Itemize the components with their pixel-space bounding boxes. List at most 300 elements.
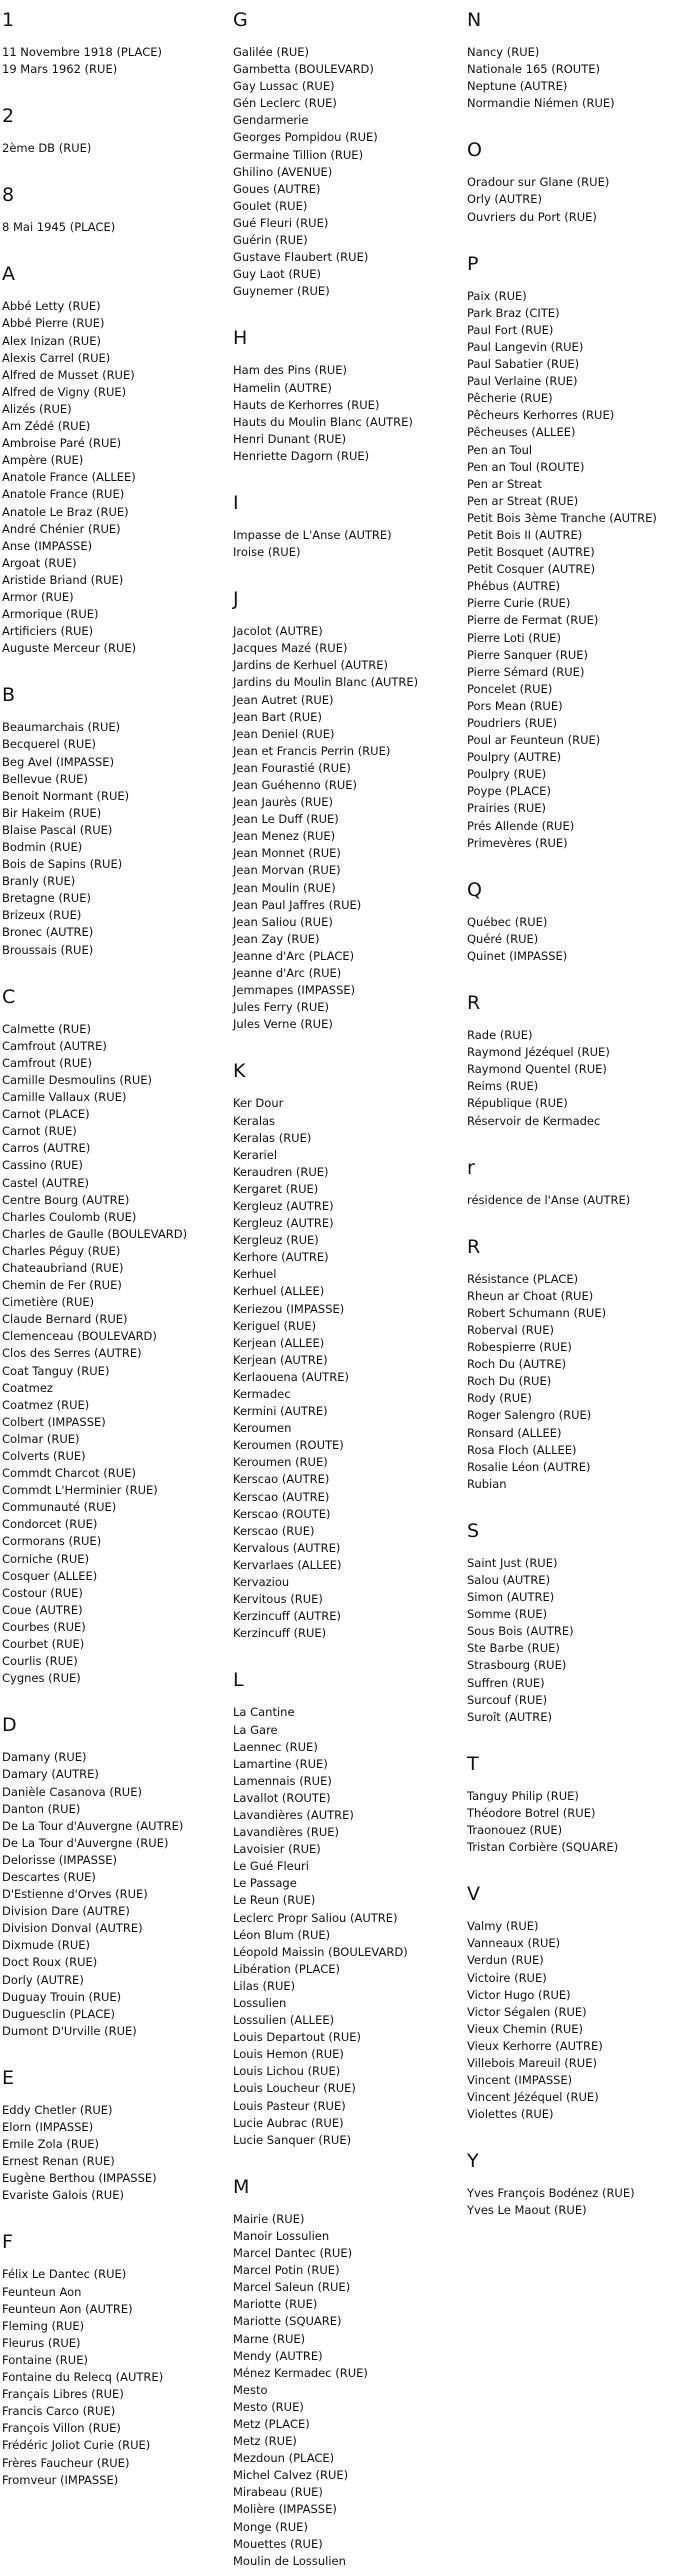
street-name-item: Roch Du (RUE): [467, 1374, 552, 1389]
street-name-item: Jean Morvan (RUE): [233, 863, 341, 878]
street-name-item: Anatole France (RUE): [2, 487, 125, 502]
street-name-item: Saint Just (RUE): [467, 1555, 558, 1570]
street-name-item: Keralas (RUE): [233, 1130, 312, 1145]
street-name-item: Pen ar Streat (RUE): [467, 493, 579, 508]
street-name-item: Prairies (RUE): [467, 801, 546, 816]
street-name-item: Charles Péguy (RUE): [2, 1243, 121, 1258]
street-name-item: Lavandières (AUTRE): [233, 1807, 354, 1822]
street-name-item: Kerhuel: [233, 1267, 277, 1282]
street-name-item: Alizés (RUE): [2, 401, 72, 416]
street-name-item: Gendarmerie: [233, 113, 309, 128]
street-name-item: Jean Zay (RUE): [233, 931, 320, 946]
section-j: [233, 587, 418, 1033]
street-name-item: Kergleuz (AUTRE): [233, 1198, 334, 1213]
street-name-item: Lavandières (RUE): [233, 1825, 340, 1840]
street-name-item: Chemin de Fer (RUE): [2, 1278, 122, 1293]
street-name-item: Leclerc Propr Saliou (AUTRE): [233, 1910, 398, 1925]
street-name-item: Jean Fourastié (RUE): [233, 760, 351, 775]
street-name-item: Suffren (RUE): [467, 1675, 545, 1690]
street-name-item: Robert Schumann (RUE): [467, 1305, 607, 1320]
street-name-item: Clemenceau (BOULEVARD): [2, 1329, 157, 1344]
street-name-item: Paul Sabatier (RUE): [467, 357, 580, 372]
street-name-item: Français Libres (RUE): [2, 2387, 124, 2402]
street-name-item: Centre Bourg (AUTRE): [2, 1192, 130, 1207]
street-name-item: Am Zédé (RUE): [2, 419, 91, 434]
street-name-item: Emile Zola (RUE): [2, 2137, 100, 2152]
street-name-item: Keralas: [233, 1113, 276, 1128]
street-name-item: Pierre Curie (RUE): [467, 596, 571, 611]
street-name-item: Delorisse (IMPASSE): [2, 1852, 118, 1867]
section-letter-heading: 8: [2, 184, 15, 207]
street-name-item: Commdt Charcot (RUE): [2, 1466, 136, 1481]
street-name-item: Commdt L'Herminier (RUE): [2, 1483, 158, 1498]
street-name-item: Lamennais (RUE): [233, 1773, 332, 1788]
index-column-1: [2, 8, 187, 2489]
street-name-item: Bodmin (RUE): [2, 840, 83, 854]
street-name-item: François Villon (RUE): [2, 2421, 121, 2436]
street-name-item: Rosalie Léon (AUTRE): [467, 1459, 591, 1474]
street-name-item: Keroumen (RUE): [233, 1455, 328, 1470]
street-name-item: Guy Laot (RUE): [233, 267, 321, 282]
street-name-item: Verdun (RUE): [467, 1953, 544, 1968]
street-name-item: Armor (RUE): [2, 589, 74, 604]
street-name-item: Dixmude (RUE): [2, 1938, 91, 1953]
street-name-item: Yves Le Maout (RUE): [467, 2203, 587, 2218]
section-letter-heading: L: [233, 1669, 244, 1692]
street-name-item: Louis Lichou (RUE): [233, 2064, 341, 2079]
section-s: [467, 1519, 657, 1726]
street-name-item: Clos des Serres (AUTRE): [2, 1346, 142, 1361]
street-name-item: Kerscao (AUTRE): [233, 1489, 330, 1504]
street-name-item: Résistance (PLACE): [467, 1271, 579, 1286]
section-a: [2, 262, 187, 657]
street-name-item: Danton (RUE): [2, 1801, 81, 1816]
street-name-item: Camfrout (AUTRE): [2, 1038, 107, 1053]
street-name-item: Vincent (IMPASSE): [467, 2073, 573, 2088]
street-name-item: 11 Novembre 1918 (PLACE): [2, 45, 162, 59]
street-name-item: Cormorans (RUE): [2, 1534, 102, 1549]
street-name-item: D'Estienne d'Orves (RUE): [2, 1887, 148, 1902]
street-name-item: Jacolot (AUTRE): [233, 624, 323, 639]
section-c: [2, 985, 187, 1688]
street-name-item: Communauté (RUE): [2, 1500, 117, 1515]
street-name-item: Villebois Mareuil (RUE): [467, 2055, 597, 2070]
street-name-item: Jardins de Kerhuel (AUTRE): [233, 658, 389, 673]
street-name-item: Brizeux (RUE): [2, 908, 82, 923]
street-name-item: Gustave Flaubert (RUE): [233, 250, 369, 265]
street-name-item: Tristan Corbière (SQUARE): [467, 1840, 619, 1855]
street-name-item: Artificiers (RUE): [2, 624, 94, 639]
street-name-item: Courbet (RUE): [2, 1637, 85, 1652]
street-name-item: Lossulien: [233, 1996, 287, 2010]
street-name-item: Pierre Sémard (RUE): [467, 664, 585, 679]
street-name-item: Paul Fort (RUE): [467, 322, 554, 337]
street-name-item: Rheun ar Choat (RUE): [467, 1288, 594, 1303]
street-list: [2, 2102, 187, 2205]
street-list: [233, 362, 418, 465]
street-name-item: Kerzincuff (AUTRE): [233, 1609, 342, 1624]
street-name-item: Vanneaux (RUE): [467, 1936, 561, 1951]
street-name-item: Evariste Galois (RUE): [2, 2188, 124, 2203]
street-name-item: Oradour sur Glane (RUE): [467, 175, 610, 190]
street-name-item: Keroumen (ROUTE): [233, 1438, 344, 1453]
street-name-item: Alfred de Vigny (RUE): [2, 384, 127, 399]
street-name-item: Argoat (RUE): [2, 555, 77, 570]
section-letter-heading: K: [233, 1060, 246, 1083]
street-name-item: Victor Hugo (RUE): [467, 1987, 571, 2002]
street-name-item: Anatole Le Braz (RUE): [2, 504, 129, 519]
street-name-item: Quinet (IMPASSE): [467, 948, 568, 963]
street-name-item: Benoit Normant (RUE): [2, 788, 130, 803]
street-name-item: Kerjean (AUTRE): [233, 1352, 328, 1367]
section-8: [2, 183, 187, 236]
street-name-item: Traonouez (RUE): [467, 1823, 563, 1838]
street-name-item: Mesto (RUE): [233, 2399, 304, 2414]
street-name-item: Pierre Sanquer (RUE): [467, 647, 589, 662]
street-name-item: Moulin de Lossulien: [233, 2553, 346, 2568]
street-name-item: Paix (RUE): [467, 288, 527, 303]
street-name-item: Jules Verne (RUE): [233, 1017, 333, 1032]
street-name-item: Nancy (RUE): [467, 45, 540, 59]
street-list: [2, 140, 187, 157]
street-name-item: Simon (AUTRE): [467, 1590, 555, 1605]
street-name-item: Bois de Sapins (RUE): [2, 857, 123, 872]
street-name-item: Frédéric Joliot Curie (RUE): [2, 2438, 151, 2453]
street-list: [233, 1704, 418, 2148]
street-name-item: Jean Bart (RUE): [233, 709, 322, 724]
street-name-item: Cosquer (ALLEE): [2, 1568, 98, 1583]
street-name-item: Henriette Dagorn (RUE): [233, 448, 370, 463]
street-name-item: Poype (PLACE): [467, 784, 551, 799]
street-name-item: Ouvriers du Port (RUE): [467, 209, 597, 224]
section-letter-heading: S: [467, 1519, 480, 1542]
street-list: [467, 1918, 657, 2123]
street-list: [2, 719, 187, 958]
street-name-item: Feunteun Aon: [2, 2284, 82, 2299]
street-name-item: Charles Coulomb (RUE): [2, 1209, 137, 1224]
section-letter-heading: G: [233, 9, 248, 31]
street-name-item: Mariotte (SQUARE): [233, 2314, 342, 2329]
street-name-item: Ampère (RUE): [2, 453, 84, 468]
street-name-item: Sous Bois (AUTRE): [467, 1624, 574, 1639]
street-name-item: Kerjean (ALLEE): [233, 1335, 325, 1350]
street-name-item: Kerscao (RUE): [233, 1523, 315, 1538]
street-name-item: Camille Desmoulins (RUE): [2, 1072, 153, 1087]
street-name-item: résidence de l'Anse (AUTRE): [467, 1192, 631, 1207]
street-name-item: Coat Tanguy (RUE): [2, 1363, 110, 1378]
street-name-item: Hamelin (AUTRE): [233, 380, 332, 395]
street-name-item: Léon Blum (RUE): [233, 1927, 331, 1942]
section-letter-heading: Y: [467, 2150, 479, 2173]
street-name-item: Pierre Loti (RUE): [467, 630, 561, 645]
street-name-item: Kervaziou: [233, 1575, 290, 1590]
street-name-item: Vieux Chemin (RUE): [467, 2021, 584, 2036]
street-name-item: Pêcherie (RUE): [467, 391, 553, 406]
street-name-item: Alexis Carrel (RUE): [2, 350, 111, 365]
street-name-item: Goulet (RUE): [233, 198, 308, 213]
street-name-item: Pêcheurs Kerhorres (RUE): [467, 408, 615, 423]
street-name-item: Jean Deniel (RUE): [233, 726, 335, 741]
street-name-item: Guérin (RUE): [233, 233, 308, 248]
street-name-item: Reims (RUE): [467, 1079, 539, 1094]
street-name-item: Michel Calvez (RUE): [233, 2468, 349, 2483]
street-name-item: Paul Langevin (RUE): [467, 339, 584, 354]
street-name-item: Rosa Floch (ALLEE): [467, 1442, 577, 1457]
street-name-item: Germaine Tillion (RUE): [233, 147, 364, 162]
street-name-item: Cygnes (RUE): [2, 1671, 81, 1686]
index-column-3: [467, 8, 657, 2220]
street-name-item: Ker Dour: [233, 1096, 284, 1111]
street-name-item: Colverts (RUE): [2, 1449, 86, 1463]
street-name-item: Québec (RUE): [467, 914, 548, 929]
street-name-item: Marcel Dantec (RUE): [233, 2246, 353, 2261]
street-list: [233, 1095, 418, 1642]
street-name-item: Neptune (AUTRE): [467, 79, 568, 94]
street-name-item: Kergleuz (AUTRE): [233, 1216, 334, 1231]
street-name-item: Orly (AUTRE): [467, 192, 542, 207]
street-name-item: Tanguy Philip (RUE): [467, 1788, 579, 1803]
section-letter-heading: 2: [2, 105, 15, 128]
section-letter-heading: I: [233, 491, 239, 514]
street-name-item: Abbé Letty (RUE): [2, 299, 101, 314]
street-name-item: Iroise (RUE): [233, 545, 301, 560]
street-name-item: Jean Guéhenno (RUE): [233, 778, 358, 792]
street-name-item: Keriguel (RUE): [233, 1318, 317, 1333]
street-name-item: Pen an Toul (ROUTE): [467, 459, 585, 474]
street-name-item: Phébus (AUTRE): [467, 579, 561, 594]
street-name-item: Molière (IMPASSE): [233, 2502, 337, 2517]
street-name-item: Quéré (RUE): [467, 931, 539, 946]
street-name-item: Keroumen: [233, 1421, 292, 1436]
street-name-item: Condorcet (RUE): [2, 1517, 98, 1532]
street-name-item: Damary (AUTRE): [2, 1767, 99, 1782]
street-name-item: Beg Avel (IMPASSE): [2, 754, 115, 769]
street-name-item: Kervalous (AUTRE): [233, 1540, 341, 1555]
section-k: [233, 1059, 418, 1642]
street-name-item: Kergleuz (RUE): [233, 1233, 319, 1248]
street-name-item: Danièle Casanova (RUE): [2, 1784, 142, 1799]
street-name-item: De La Tour d'Auvergne (AUTRE): [2, 1818, 184, 1833]
street-name-item: Jean Autret (RUE): [233, 692, 334, 707]
street-name-item: Aristide Briand (RUE): [2, 572, 124, 587]
street-name-item: Fontaine (RUE): [2, 2352, 88, 2367]
street-name-item: Suroît (AUTRE): [467, 1709, 552, 1724]
street-list: [233, 2211, 418, 2570]
street-name-item: Coatmez: [2, 1380, 53, 1395]
street-name-item: Alfred de Musset (RUE): [2, 367, 135, 382]
street-name-item: Alex Inizan (RUE): [2, 333, 101, 348]
section-g: [233, 8, 418, 300]
street-name-item: Poulpry (AUTRE): [467, 750, 562, 765]
section-letter-heading: V: [467, 1883, 480, 1906]
section-letter-heading: N: [467, 9, 482, 31]
section-2: [2, 104, 187, 157]
street-name-item: Pen ar Streat: [467, 476, 542, 491]
street-name-item: Marcel Potin (RUE): [233, 2263, 340, 2278]
street-name-item: Normandie Niémen (RUE): [467, 96, 615, 111]
street-name-item: Ronsard (ALLEE): [467, 1425, 562, 1440]
street-name-item: Roberval (RUE): [467, 1322, 554, 1337]
street-name-item: Le Gué Fleuri: [233, 1859, 309, 1874]
street-name-item: Ghilino (AVENUE): [233, 164, 333, 179]
street-name-item: Pen an Toul: [467, 442, 533, 457]
street-name-item: Castel (AUTRE): [2, 1175, 90, 1190]
street-name-item: Roger Salengro (RUE): [467, 1408, 592, 1423]
street-name-item: Branly (RUE): [2, 874, 76, 889]
street-name-item: Kervitous (RUE): [233, 1592, 323, 1607]
street-name-item: Libération (PLACE): [233, 1961, 340, 1976]
street-name-item: Goues (AUTRE): [233, 181, 321, 196]
street-name-item: Gambetta (BOULEVARD): [233, 62, 374, 77]
section-letter-heading: 1: [2, 9, 15, 31]
street-name-item: Bellevue (RUE): [2, 771, 88, 786]
street-name-item: Bronec (AUTRE): [2, 925, 94, 940]
street-name-item: Félix Le Dantec (RUE): [2, 2267, 127, 2282]
street-name-item: La Cantine: [233, 1705, 295, 1720]
street-name-item: De La Tour d'Auvergne (RUE): [2, 1835, 169, 1850]
street-name-item: Louis Hemon (RUE): [233, 2047, 344, 2062]
section-i: [233, 491, 418, 561]
section-letter-heading: r: [467, 1156, 475, 1179]
section-letter-heading: O: [467, 139, 482, 162]
street-name-item: Louis Pasteur (RUE): [233, 2098, 346, 2113]
street-name-item: Keriezou (IMPASSE): [233, 1301, 345, 1316]
street-name-item: La Gare: [233, 1722, 278, 1737]
street-name-item: Théodore Botrel (RUE): [467, 1805, 596, 1820]
street-name-item: 19 Mars 1962 (RUE): [2, 62, 118, 77]
street-name-item: Louis Loucheur (RUE): [233, 2081, 356, 2096]
street-name-item: Victoire (RUE): [467, 1970, 547, 1985]
street-name-item: Damany (RUE): [2, 1750, 87, 1765]
street-name-item: Ernest Renan (RUE): [2, 2154, 115, 2169]
section-letter-heading: T: [467, 1752, 479, 1775]
street-list: [2, 1749, 187, 2040]
street-name-item: Division Dare (AUTRE): [2, 1904, 130, 1919]
street-list: [467, 1555, 657, 1726]
street-name-item: Metz (RUE): [233, 2434, 297, 2449]
section-r: [467, 1235, 657, 1493]
street-name-item: 8 Mai 1945 (PLACE): [2, 220, 116, 235]
street-name-item: Colbert (IMPASSE): [2, 1414, 106, 1429]
street-list: [2, 298, 187, 657]
street-name-item: Kergaret (RUE): [233, 1181, 319, 1196]
street-list: [467, 2185, 657, 2219]
street-name-item: Claude Bernard (RUE): [2, 1312, 128, 1327]
street-name-item: Laennec (RUE): [233, 1739, 318, 1754]
street-name-item: Manoir Lossulien: [233, 2228, 330, 2243]
street-name-item: Raymond Quentel (RUE): [467, 1062, 607, 1077]
street-name-item: Kerariel: [233, 1147, 278, 1162]
section-letter-heading: R: [467, 992, 481, 1015]
street-name-item: Yves François Bodénez (RUE): [467, 2186, 635, 2201]
street-name-item: Anatole France (ALLEE): [2, 470, 136, 485]
street-name-item: Fontaine du Relecq (AUTRE): [2, 2370, 164, 2385]
street-name-item: Kerhore (AUTRE): [233, 1250, 329, 1265]
street-name-item: Doct Roux (RUE): [2, 1955, 98, 1970]
street-name-item: Mariotte (RUE): [233, 2297, 318, 2312]
street-name-item: Léopold Maissin (BOULEVARD): [233, 1944, 408, 1959]
street-name-item: Dorly (AUTRE): [2, 1972, 84, 1987]
street-name-item: République (RUE): [467, 1096, 568, 1111]
street-name-item: Anse (IMPASSE): [2, 538, 93, 553]
section-1: [2, 8, 187, 78]
street-name-item: Corniche (RUE): [2, 1551, 90, 1566]
street-name-item: Jean Jaurès (RUE): [233, 795, 334, 810]
section-f: [2, 2230, 187, 2488]
street-name-item: Cimetière (RUE): [2, 1295, 95, 1310]
section-letter-heading: J: [233, 588, 239, 611]
street-name-item: Frères Faucheur (RUE): [2, 2455, 130, 2470]
street-name-item: Charles de Gaulle (BOULEVARD): [2, 1226, 188, 1241]
section-letter-heading: R: [467, 1235, 481, 1258]
street-name-item: Galilée (RUE): [233, 45, 309, 59]
street-name-item: Eugène Berthou (IMPASSE): [2, 2171, 157, 2186]
section-h: [233, 326, 418, 465]
street-name-item: Feunteun Aon (AUTRE): [2, 2301, 133, 2316]
section-n: [467, 8, 657, 112]
section-letter-heading: A: [2, 263, 15, 286]
street-list: [2, 1021, 187, 1688]
street-list: [233, 527, 418, 561]
street-name-item: Lamartine (RUE): [233, 1756, 328, 1771]
street-name-item: Hauts de Kerhorres (RUE): [233, 397, 380, 412]
street-name-item: Courbes (RUE): [2, 1619, 86, 1634]
street-name-item: Rody (RUE): [467, 1391, 532, 1406]
street-name-item: Ham des Pins (RUE): [233, 363, 348, 378]
street-list: [2, 44, 187, 78]
street-name-item: Réservoir de Kermadec: [467, 1113, 601, 1128]
street-name-item: Jean Paul Jaffres (RUE): [233, 897, 362, 912]
street-name-item: Mairie (RUE): [233, 2211, 305, 2226]
street-name-item: Jean Monnet (RUE): [233, 846, 341, 861]
street-name-item: Cassino (RUE): [2, 1158, 83, 1173]
street-name-item: Jean Le Duff (RUE): [233, 812, 339, 827]
street-name-item: Poul ar Feunteun (RUE): [467, 733, 601, 748]
street-name-item: Jean et Francis Perrin (RUE): [233, 743, 391, 758]
street-list: [2, 219, 187, 236]
street-name-item: Mendy (AUTRE): [233, 2348, 323, 2363]
street-name-item: Violettes (RUE): [467, 2107, 554, 2122]
street-name-item: Guynemer (RUE): [233, 284, 330, 299]
street-name-item: Coue (AUTRE): [2, 1602, 83, 1617]
street-name-item: Surcouf (RUE): [467, 1692, 548, 1707]
section-e: [2, 2066, 187, 2205]
street-name-item: Paul Verlaine (RUE): [467, 374, 578, 389]
section-letter-heading: E: [2, 2066, 15, 2089]
street-name-item: Elorn (IMPASSE): [2, 2120, 94, 2134]
street-name-item: Strasbourg (RUE): [467, 1658, 567, 1673]
section-d: [2, 1713, 187, 2040]
section-r: [467, 1156, 657, 1209]
street-name-item: Victor Ségalen (RUE): [467, 2004, 587, 2019]
street-name-item: Marne (RUE): [233, 2331, 306, 2346]
street-name-item: Lilas (RUE): [233, 1978, 296, 1993]
street-list: [467, 1788, 657, 1856]
section-p: [467, 252, 657, 852]
section-o: [467, 138, 657, 225]
street-name-item: Mirabeau (RUE): [233, 2485, 323, 2500]
street-name-item: Metz (PLACE): [233, 2416, 310, 2431]
street-name-item: Petit Bois II (AUTRE): [467, 527, 583, 542]
street-name-item: Fromveur (IMPASSE): [2, 2472, 119, 2487]
street-name-item: Poudriers (RUE): [467, 716, 558, 730]
street-list: [2, 2266, 187, 2488]
street-name-item: 2ème DB (RUE): [2, 141, 92, 156]
street-name-item: Bir Hakeim (RUE): [2, 805, 102, 820]
street-name-item: Poulpry (RUE): [467, 767, 547, 782]
street-name-item: Rade (RUE): [467, 1028, 533, 1043]
street-name-item: Mesto: [233, 2382, 268, 2397]
